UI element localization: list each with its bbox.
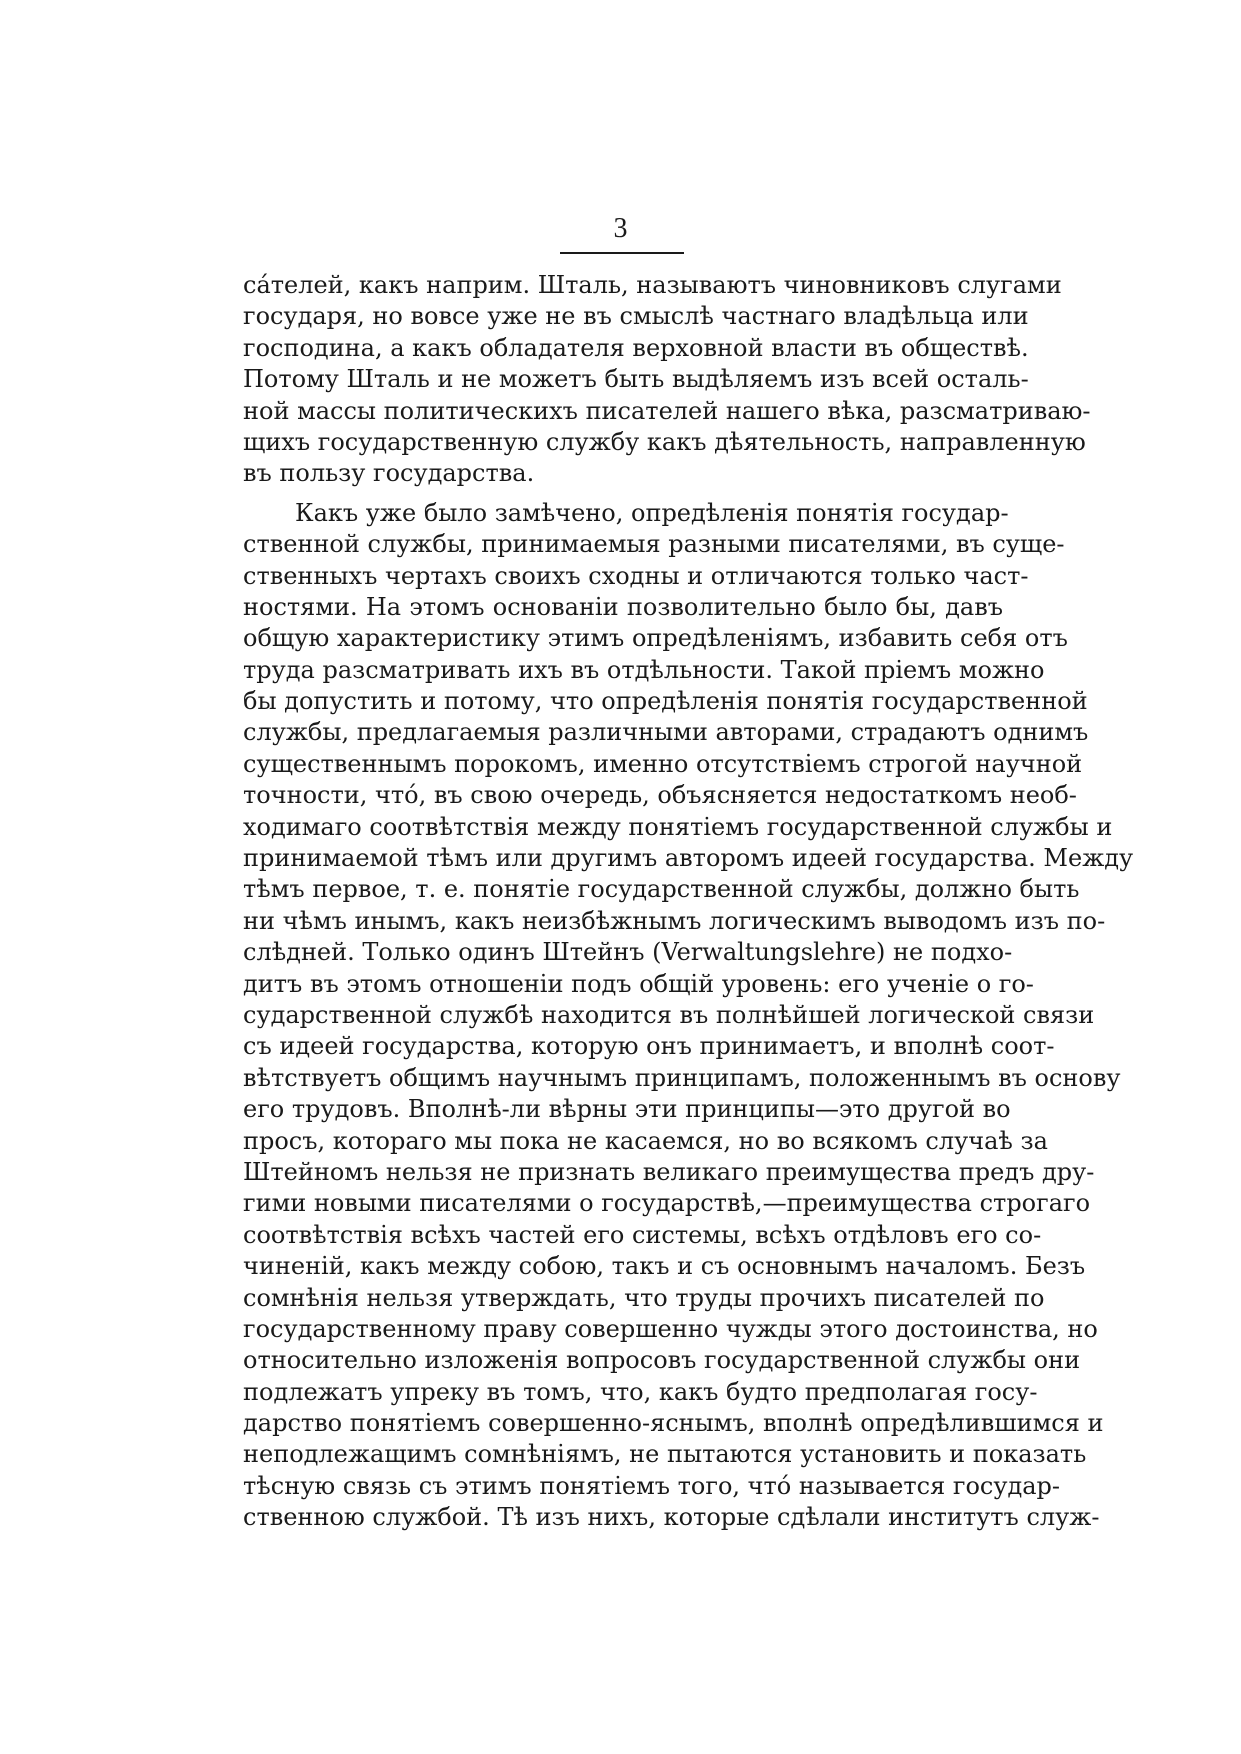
text-line: въ пользу государства.: [243, 459, 535, 488]
paragraph: [243, 498, 1134, 1534]
page-number: 3: [613, 213, 628, 244]
text-line: вѣтствуетъ общимъ научнымъ принципамъ, положеннымъ въ основу: [243, 1063, 1121, 1092]
text-line: просъ, котораго мы пока не касаемся, но во всякомъ случаѣ за: [243, 1126, 1048, 1155]
text-line: сомнѣнія нельзя утверждать, что труды прочихъ писателей по: [243, 1283, 1045, 1312]
text-line: тѣсную связь съ этимъ понятіемъ того, что́ называется государ-: [243, 1471, 1061, 1500]
text-line: гими новыми писателями о государствѣ,—преимущества строгаго: [243, 1189, 1091, 1218]
text-line: дитъ въ этомъ отношеніи подъ общій уровень: его ученіе о го-: [243, 969, 1034, 998]
text-line: ной массы политическихъ писателей нашего вѣка, разсматриваю-: [243, 396, 1091, 425]
text-line: труда разсматривать ихъ въ отдѣльности. Такой пріемъ можно: [243, 655, 1045, 684]
text-line: Штейномъ нельзя не признать великаго преимущества предъ дру-: [243, 1157, 1095, 1186]
text-line: Какъ уже было замѣчено, опредѣленія понятія государ-: [295, 498, 1009, 527]
text-line: бы допустить и потому, что опредѣленія понятія государственной: [243, 687, 1088, 716]
text-line: государственному праву совершенно чужды этого достоинства, но: [243, 1314, 1098, 1343]
text-line: ходимаго соотвѣтствія между понятіемъ государственной службы и: [243, 812, 1113, 841]
paragraph: [243, 270, 1091, 490]
body-text: [243, 270, 1134, 1534]
text-line: службы, предлагаемыя различными авторами, страдаютъ однимъ: [243, 718, 1089, 747]
text-line: ственною службой. Тѣ изъ нихъ, которые сдѣлали институтъ служ-: [243, 1503, 1100, 1532]
text-line: подлежатъ упреку въ томъ, что, какъ будто предполагая госу-: [243, 1377, 1038, 1406]
paragraph-gap: [243, 490, 1003, 498]
text-line: его трудовъ. Вполнѣ-ли вѣрны эти принципы—это другой во: [243, 1095, 1011, 1124]
header-rule: [560, 252, 684, 254]
text-line: существеннымъ порокомъ, именно отсутствіемъ строгой научной: [243, 749, 1083, 778]
text-line: дарство понятіемъ совершенно-яснымъ, вполнѣ опредѣлившимся и: [243, 1409, 1104, 1438]
text-line: ственныхъ чертахъ своихъ сходны и отличаются только част-: [243, 561, 1029, 590]
text-line: слѣдней. Только одинъ Штейнъ (Verwaltungslehre) не подхо-: [243, 938, 1013, 967]
text-line: государя, но вовсе уже не въ смыслѣ частнаго владѣльца или: [243, 302, 1029, 331]
text-line: господина, а какъ обладателя верховной власти въ обществѣ.: [243, 333, 1029, 362]
text-line: са́телей, какъ наприм. Шталь, называютъ чиновниковъ слугами: [243, 271, 1062, 299]
text-line: ностями. На этомъ основаніи позволительно было бы, давъ: [243, 592, 1003, 621]
text-line: принимаемой тѣмъ или другимъ авторомъ идеей государства. Между: [243, 844, 1134, 873]
text-line: общую характеристику этимъ опредѣленіямъ, избавить себя отъ: [243, 624, 1068, 653]
text-line: соотвѣтствія всѣхъ частей его системы, всѣхъ отдѣловъ его со-: [243, 1220, 1042, 1249]
text-line: относительно изложенія вопросовъ государственной службы они: [243, 1346, 1081, 1375]
text-line: ственной службы, принимаемыя разными писателями, въ суще-: [243, 530, 1065, 559]
text-line: неподлежащимъ сомнѣніямъ, не пытаются установить и показать: [243, 1440, 1087, 1469]
text-line: тѣмъ первое, т. е. понятіе государственной службы, должно быть: [243, 875, 1080, 904]
text-line: Потому Шталь и не можетъ быть выдѣляемъ изъ всей осталь-: [243, 365, 1029, 394]
text-line: точности, что́, въ свою очередь, объясняется недостаткомъ необ-: [243, 781, 1077, 810]
text-line: щихъ государственную службу какъ дѣятельность, направленную: [243, 427, 1086, 456]
text-line: сударственной службѣ находится въ полнѣйшей логической связи: [243, 1000, 1095, 1029]
text-line: чиненій, какъ между собою, такъ и съ основнымъ началомъ. Безъ: [243, 1252, 1086, 1281]
text-line: ни чѣмъ инымъ, какъ неизбѣжнымъ логическимъ выводомъ изъ по-: [243, 906, 1106, 935]
text-line: съ идеей государства, которую онъ принимаетъ, и вполнѣ соот-: [243, 1032, 1055, 1061]
